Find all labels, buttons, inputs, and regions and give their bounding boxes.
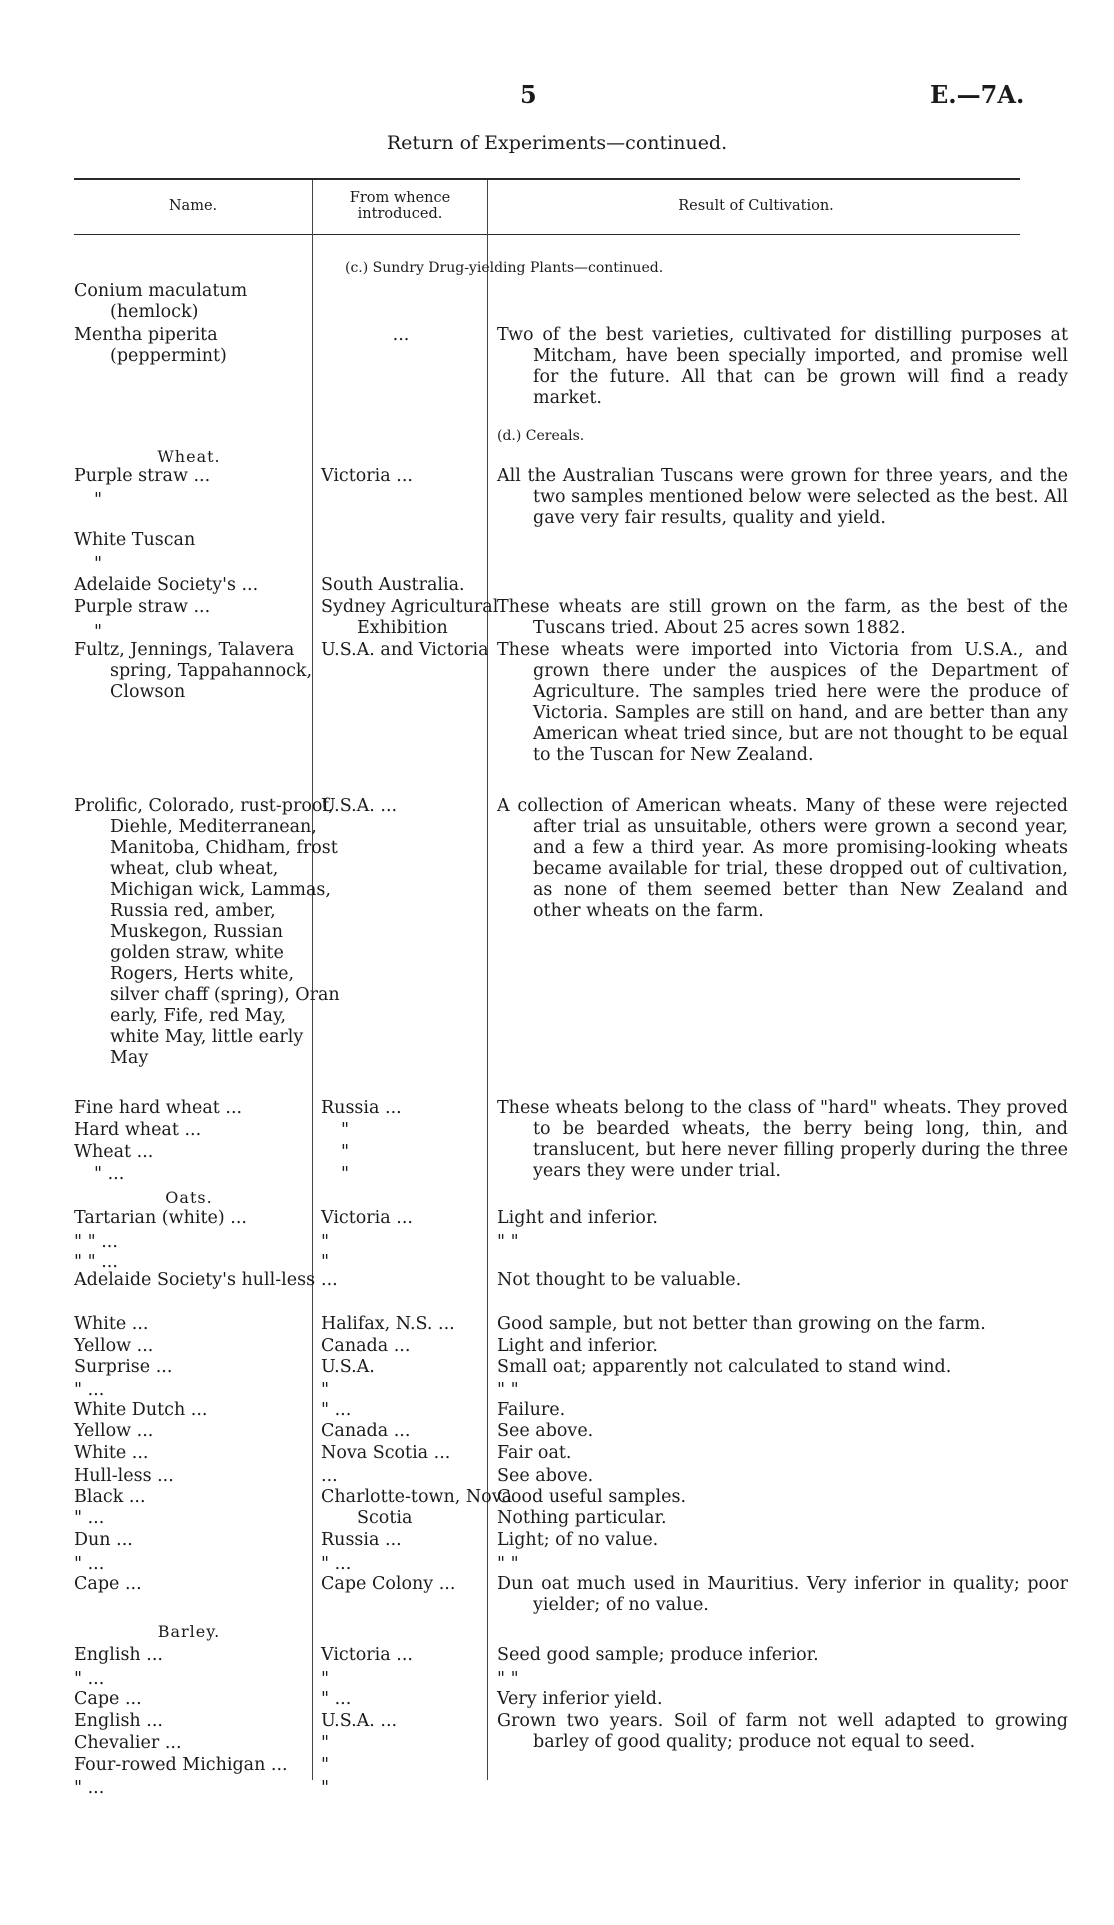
row-from: " ... (321, 1689, 352, 1709)
row-from: U.S.A. ... (321, 1711, 398, 1731)
row-name: White Tuscan (74, 530, 196, 550)
row-result: Nothing particular. (497, 1508, 667, 1528)
row-from: " ... (321, 1400, 352, 1420)
section-heading-cereals: (d.) Cereals. (497, 428, 585, 444)
row-from: ... (392, 325, 410, 345)
row-from: Charlotte-town, Nova Scotia (321, 1487, 513, 1528)
row-from: U.S.A. ... (321, 796, 398, 816)
row-from: Halifax, N.S. ... (321, 1314, 455, 1334)
row-from: South Australia. (321, 575, 465, 595)
row-name: Fultz, Jennings, Talavera spring, Tappahannock, Clowson (74, 640, 313, 702)
row-name: " ... (94, 1164, 125, 1184)
top-rule (74, 178, 1020, 180)
row-name: White Dutch ... (74, 1400, 208, 1420)
row-from: " (341, 1164, 350, 1184)
row-name: Prolific, Colorado, rust-proof, Diehle, Mediterranean, Manitoba, Chidham, frost wheat, club wheat, Michigan wick, Lammas, Russia red, amber, Muskegon, Russian golden straw, white Rogers, Herts white, silver chaff (spring), Oran early, Fife, red May, white May, little early May (74, 796, 340, 1068)
row-name: Fine hard wheat ... (74, 1098, 243, 1118)
row-from: ... (321, 1466, 338, 1486)
row-name: Adelaide Society's ... (74, 575, 259, 595)
row-result: Small oat; apparently not calculated to stand wind. (497, 1357, 952, 1377)
row-name: Purple straw ... (74, 466, 211, 486)
header-rule (74, 234, 1020, 235)
row-name: " ... (74, 1669, 105, 1689)
row-name: Hull-less ... (74, 1466, 174, 1486)
row-from: U.S.A. and Victoria (321, 640, 489, 660)
row-result: See above. (497, 1421, 594, 1441)
row-name: Purple straw ... (74, 597, 211, 617)
row-result: All the Australian Tuscans were grown for three years, and the two samples mentioned below were selected as the best. All gave very fair results, quality and yield. (497, 466, 1068, 528)
row-name: Yellow ... (74, 1336, 154, 1356)
row-result: Good useful samples. (497, 1487, 687, 1507)
row-from: Victoria ... (321, 1208, 413, 1228)
row-from: ... (321, 1270, 338, 1290)
row-from: " (321, 1380, 330, 1400)
row-name: Cape ... (74, 1574, 142, 1594)
row-result: " " (497, 1232, 519, 1252)
column-header-result: Result of Cultivation. (678, 198, 834, 214)
row-name: Cape ... (74, 1689, 142, 1709)
row-name: " (94, 622, 103, 642)
row-from: Russia ... (321, 1530, 402, 1550)
row-from: " (321, 1778, 330, 1798)
row-result: Not thought to be valuable. (497, 1270, 742, 1290)
column-header-name: Name. (168, 198, 218, 214)
row-from: " (321, 1755, 330, 1775)
row-name: Tartarian (white) ... (74, 1208, 247, 1228)
row-name: " " ... (74, 1232, 118, 1252)
row-name: " (94, 554, 103, 574)
row-from: Nova Scotia ... (321, 1443, 451, 1463)
row-from: " (321, 1232, 330, 1252)
row-from: " (321, 1733, 330, 1753)
row-name: Chevalier ... (74, 1733, 182, 1753)
row-result: Light; of no value. (497, 1530, 659, 1550)
row-name: Mentha piperita (peppermint) (74, 325, 227, 366)
row-name: Hard wheat ... (74, 1120, 202, 1140)
row-result: " " (497, 1669, 519, 1689)
row-from: U.S.A. (321, 1357, 375, 1377)
subheading-wheat: Wheat. (157, 447, 221, 466)
row-name: White ... (74, 1443, 149, 1463)
row-from: " (321, 1669, 330, 1689)
row-name: " (94, 490, 103, 510)
row-result: Seed good sample; produce inferior. (497, 1645, 819, 1665)
row-name: Surprise ... (74, 1357, 173, 1377)
row-result: Very inferior yield. (497, 1689, 663, 1709)
row-result: Good sample, but not better than growing on the farm. (497, 1314, 986, 1334)
row-result: Failure. (497, 1400, 566, 1420)
row-from: Cape Colony ... (321, 1574, 456, 1594)
row-result: These wheats belong to the class of "hard" wheats. They proved to be bearded wheats, the berry being long, thin, and translucent, but here never filling properly during the three years they were under trial. (497, 1098, 1068, 1181)
row-from: " ... (321, 1554, 352, 1574)
row-name: Dun ... (74, 1530, 133, 1550)
row-from: Sydney Agricultural Exhibition (321, 597, 499, 638)
row-from: Russia ... (321, 1098, 402, 1118)
row-from: Victoria ... (321, 466, 413, 486)
row-name: Wheat ... (74, 1142, 154, 1162)
row-result: " " (497, 1554, 519, 1574)
row-result: These wheats were imported into Victoria from U.S.A., and grown there under the auspices of the Department of Agriculture. The samples tried here were the produce of Victoria. Samples are still on hand, and are better than any American wheat tried since, but are not thought to be equal to the Tuscan for New Zealand. (497, 640, 1068, 765)
row-name: English ... (74, 1645, 163, 1665)
row-result: Fair oat. (497, 1443, 572, 1463)
row-name: Four-rowed Michigan ... (74, 1755, 288, 1775)
row-result: " " (497, 1380, 519, 1400)
row-result: These wheats are still grown on the farm, as the best of the Tuscans tried. About 25 acres sown 1882. (497, 597, 1068, 638)
row-name: White ... (74, 1314, 149, 1334)
row-from: Canada ... (321, 1421, 411, 1441)
row-name: " ... (74, 1554, 105, 1574)
row-from: " (341, 1142, 350, 1162)
row-name: " ... (74, 1380, 105, 1400)
row-name: English ... (74, 1711, 163, 1731)
row-name: " ... (74, 1508, 105, 1528)
row-name: Black ... (74, 1487, 146, 1507)
row-result: A collection of American wheats. Many of these were rejected after trial as unsuitable, others were grown a second year, and a few a third year. As more promising-looking wheats became available for trial, these dropped out of cultivation, as none of them seemed better than New Zealand and other wheats on the farm. (497, 796, 1068, 921)
row-from: Victoria ... (321, 1645, 413, 1665)
row-name: " " ... (74, 1252, 118, 1272)
row-name: Yellow ... (74, 1421, 154, 1441)
row-from: " (321, 1252, 330, 1272)
table-title: Return of Experiments—continued. (386, 132, 728, 154)
row-name: Adelaide Society's hull-less (74, 1270, 316, 1290)
page-number: 5 (520, 80, 537, 109)
document-reference: E.—7A. (930, 80, 1025, 109)
subheading-oats: Oats. (165, 1188, 213, 1207)
row-from: Canada ... (321, 1336, 411, 1356)
row-result: Light and inferior. (497, 1208, 658, 1228)
row-name: Conium maculatum (hemlock) (74, 281, 248, 322)
row-result: Two of the best varieties, cultivated for distilling purposes at Mitcham, have been specially imported, and promise well for the future. All that can be grown will find a ready market. (497, 325, 1068, 408)
section-heading-drugs: (c.) Sundry Drug-yielding Plants—continued. (345, 260, 664, 276)
row-name: " ... (74, 1778, 105, 1798)
row-result: See above. (497, 1466, 594, 1486)
row-result: Dun oat much used in Mauritius. Very inferior in quality; poor yielder; of no value. (497, 1574, 1068, 1615)
row-result: Grown two years. Soil of farm not well adapted to growing barley of good quality; produce not equal to seed. (497, 1711, 1068, 1752)
row-result: Light and inferior. (497, 1336, 658, 1356)
row-from: " (341, 1120, 350, 1140)
column-header-from: From whence introduced. (349, 190, 451, 222)
subheading-barley: Barley. (157, 1622, 221, 1641)
